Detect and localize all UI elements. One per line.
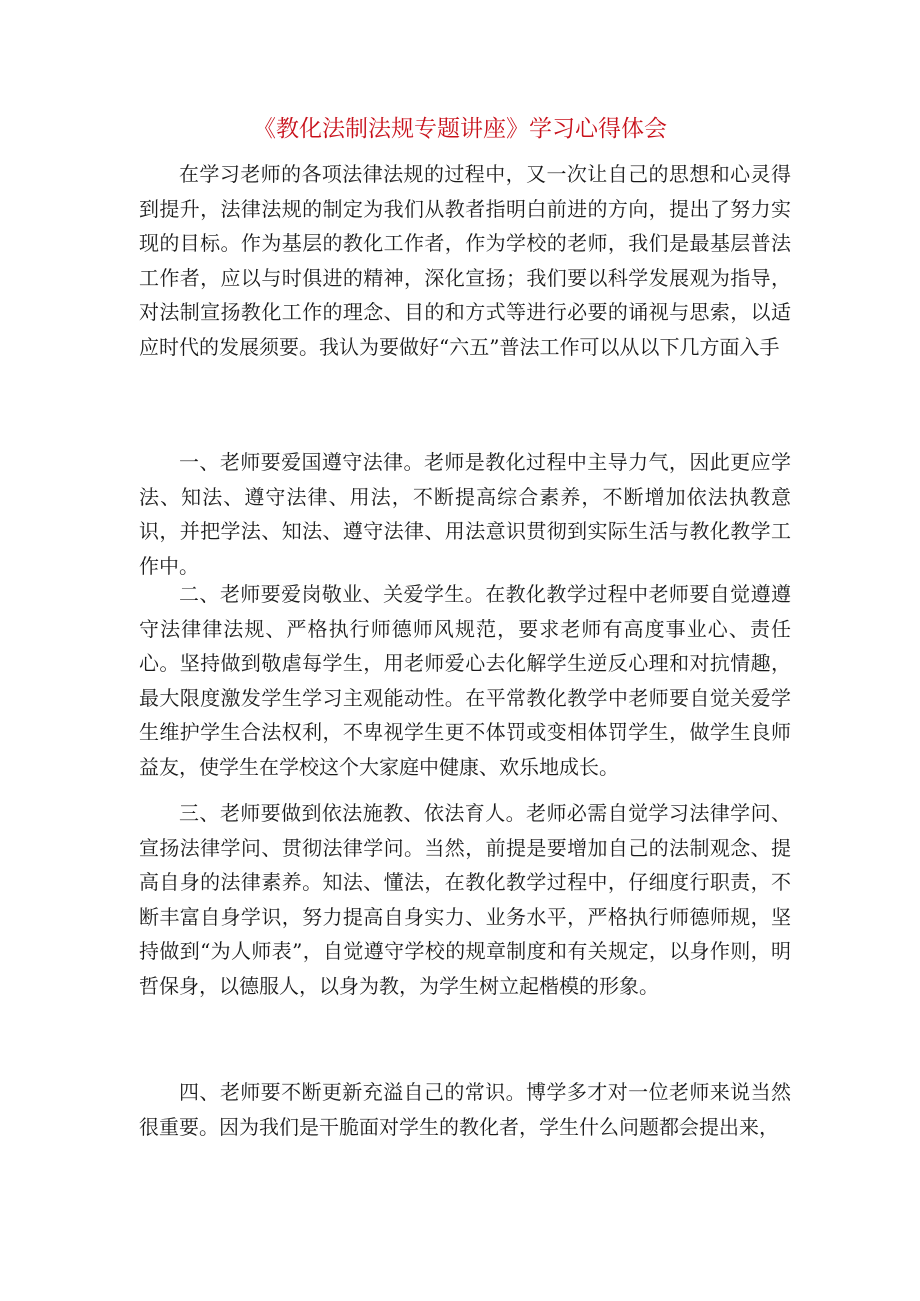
paragraph-point-three: 三、老师要做到依法施教、依法育人。老师必需自觉学习法律学问、宣扬法律学问、贯彻法律学问。当然，前提是要增加自己的法制观念、提高自身的法律素养。知法、懂法，在教化教学过程中，仔细度行职责，不断丰富自身学识，努力提高自身实力、业务水平，严格执行师德师规，坚持做到“为人师表”，自觉遵守学校的规章制度和有关规定，以身作则，明哲保身，以德服人，以身为教，为学生树立起楷模的形象。 — [139, 801, 791, 998]
paragraph-point-two: 二、老师要爱岗敬业、关爱学生。在教化教学过程中老师要自觉遵遵守法律律法规、严格执行师德师风规范，要求老师有高度事业心、责任心。坚持做到敬虐每学生，用老师爱心去化解学生逆反心理和对抗情趣，最大限度激发学生学习主观能动性。在平常教化教学中老师要自觉关爱学生维护学生合法权利，不卑视学生更不体罚或变相体罚学生，做学生良师益友，使学生在学校这个大家庭中健康、欢乐地成长。 — [139, 582, 791, 779]
paragraph-point-one: 一、老师要爱国遵守法律。老师是教化过程中主导力气，因此更应学法、知法、遵守法律、用法，不断提高综合素养，不断增加依法执教意识，并把学法、知法、遵守法律、用法意识贯彻到实际生活与教化教学工作中。 — [139, 450, 791, 578]
paragraph-point-four: 四、老师要不断更新充溢自己的常识。博学多才对一位老师来说当然很重要。因为我们是干脆面对学生的教化者，学生什么问题都会提出来， — [139, 1080, 791, 1139]
paragraph-intro: 在学习老师的各项法律法规的过程中，又一次让自己的思想和心灵得到提升，法律法规的制定为我们从教者指明白前进的方向，提出了努力实现的目标。作为基层的教化工作者，作为学校的老师，我们是最基层普法工作者，应以与时俱进的精神，深化宣扬；我们要以科学发展观为指导，对法制宣扬教化工作的理念、目的和方式等进行必要的诵视与思索，以适应时代的发展须要。我认为要做好“六五”普法工作可以从以下几方面入手 — [139, 162, 791, 359]
document-title: 《教化法制法规专题讲座》学习心得体会 — [253, 116, 667, 142]
